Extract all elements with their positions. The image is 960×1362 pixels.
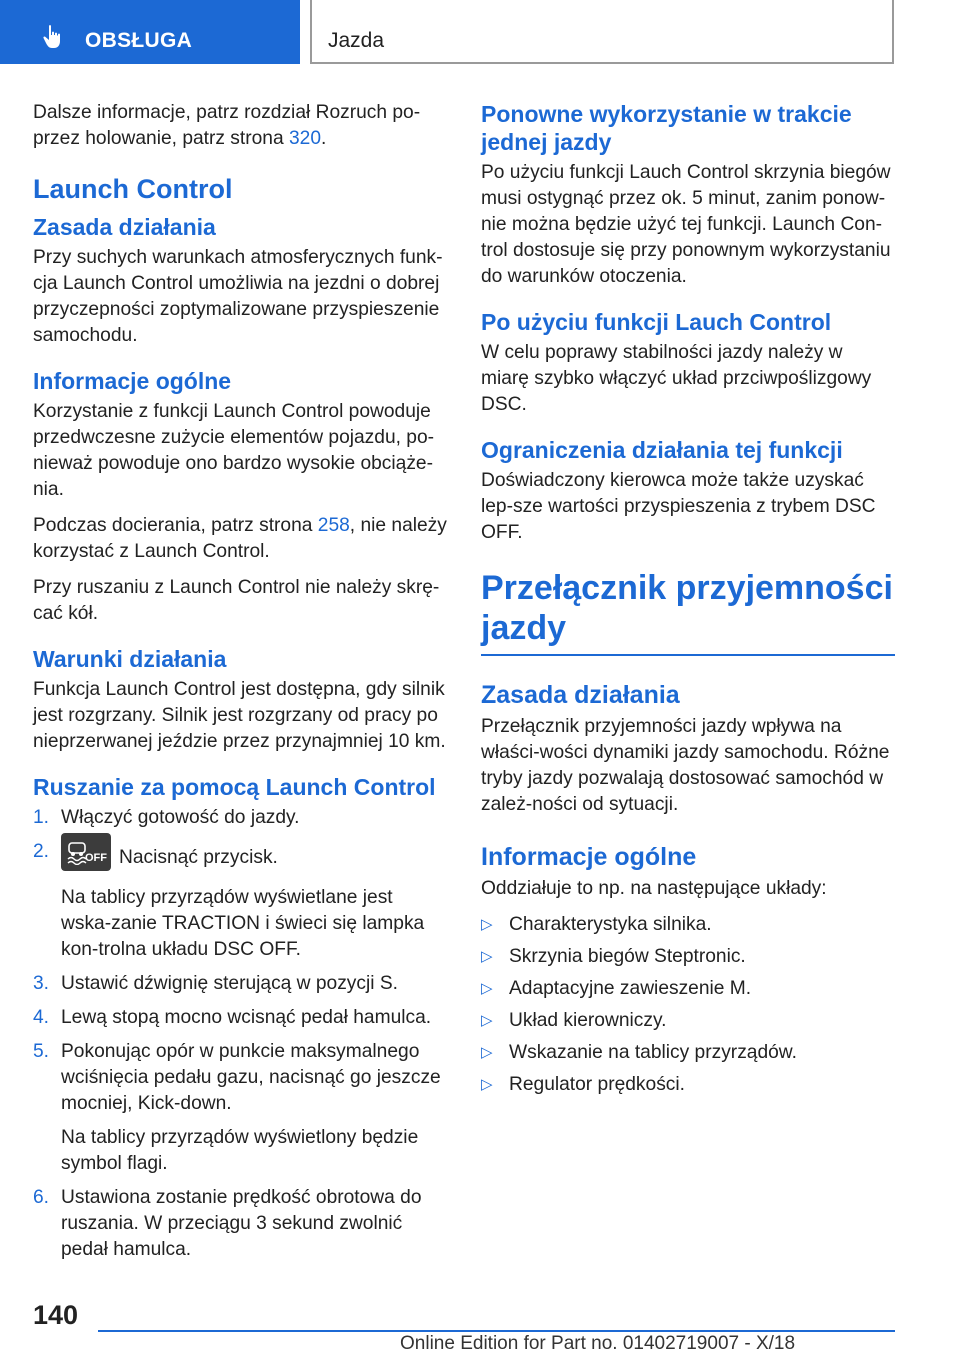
paragraph-ponowne: Po użyciu funkcji Lauch Control skrzynia biegów musi ostygnąć przez ok. 5 minut, zanim ponow‐nie można będzie użyć tej funkcji. Launch Con‐trol dostosuje się przy ponownym wykorzystaniu do warunków otoczenia. [481, 162, 891, 287]
step-item: 5. Pokonując opór w punkcie maksymalnego wciśnięcia pedału gazu, nacisnąć go jeszcze mocniej, Kick-down. Na tablicy przyrządów wyświetlony będzie symbol flagi. [33, 1041, 441, 1174]
paragraph-warunki: Funkcja Launch Control jest dostępna, gdy silnik jest rozgrzany. Silnik jest rozgrzany od pracy po nieprzerwanej jeździe przez przynajmniej 10 km. [33, 679, 446, 752]
paragraph-ruszaniu: Przy ruszaniu z Launch Control nie należy skrę‐cać kół. [33, 577, 440, 624]
paragraph-zasada: Przy suchych warunkach atmosferycznych funk‐cja Launch Control umożliwia na jezdni o dobrej przyczepności zoptymalizowane przyspieszenie samochodu. [33, 247, 443, 346]
heading-zasada-dzialania-2: Zasada działania [481, 681, 680, 709]
chapter-tab-label: Jazda [328, 29, 385, 52]
systems-list [481, 912, 895, 1098]
intro-paragraph: Dalsze informacje, patrz rozdział Rozruch po‐przez holowanie, patrz strona 320. [33, 102, 421, 149]
step-item: 1. Włączyć gotowość do jazdy. [33, 807, 300, 828]
triangle-bullet-icon: ▷ [481, 1012, 493, 1029]
list-item: ▷ Wskazanie na tablicy przyrządów. [481, 1040, 895, 1066]
heading-warunki-dzialania: Warunki działania [33, 646, 227, 672]
paragraph-zasada-2: Przełącznik przyjemności jazdy wpływa na właści‐wości dynamiki jazdy samochodu. Różne tryby jazdy pozwalają dostosować samochód w zależ‐ności od sytuacji. [481, 716, 890, 815]
list-item: ▷ Skrzynia biegów Steptronic. [481, 944, 895, 970]
triangle-bullet-icon: ▷ [481, 1044, 493, 1061]
heading-informacje-ogolne: Informacje ogólne [33, 368, 232, 394]
paragraph-docierania: Podczas docierania, patrz strona 258, nie należy korzystać z Launch Control. [33, 515, 447, 562]
step-item: 2. OFF Nacisnąć przycisk. Na tablicy przyrządów wyświetlane jest wska‐zanie TRACTION i świeci się lampka kon‐trolna układu DSC OFF. [33, 839, 448, 963]
heading-launch-control: Launch Control [33, 174, 233, 204]
dsc-off-button-icon: OFF [61, 833, 111, 871]
paragraph-informacje: Korzystanie z funkcji Launch Control powoduje przedwczesne zużycie elementów pojazdu, po‐nieważ powoduje ono bardzo wysokie obciąże‐nia. [33, 401, 435, 500]
heading-zasada-dzialania: Zasada działania [33, 214, 216, 240]
page-number: 140 [33, 1300, 79, 1330]
paragraph-informacje-2: Oddziałuje to np. na następujące układy: [481, 878, 827, 899]
heading-przelacznik-przyjemnosci: Przełącznik przyjemności jazdy [481, 568, 895, 656]
steps-list [33, 805, 448, 1263]
left-column [33, 100, 448, 1271]
footer-edition: Online Edition for Part no. 01402719007 - X/18 [400, 1333, 796, 1354]
heading-po-uzyciu: Po użyciu funkcji Lauch Control [481, 309, 832, 335]
paragraph-po-uzyciu: W celu poprawy stabilności jazdy należy w miarę szybko włączyć układ przciwpoślizgowy DSC. [481, 342, 872, 415]
chapter-tab-jazda[interactable] [310, 0, 894, 64]
heading-ponowne-wykorzystanie: Ponowne wykorzystanie w trakcie jednej jazdy [481, 101, 852, 155]
triangle-bullet-icon: ▷ [481, 980, 493, 997]
hand-pointer-icon [42, 24, 64, 50]
section-tab-label: OBSŁUGA [85, 29, 193, 52]
step-item: 6. Ustawiona zostanie prędkość obrotowa do ruszania. W przeciągu 3 sekund zwolnić pedał hamulca. [33, 1187, 422, 1260]
triangle-bullet-icon: ▷ [481, 948, 493, 965]
right-column [481, 100, 895, 1104]
page-link-320[interactable]: 320 [288, 128, 321, 149]
step-item: 3. Ustawić dźwignię sterującą w pozycji S. [33, 973, 398, 994]
triangle-bullet-icon: ▷ [481, 916, 493, 933]
paragraph-ograniczenia: Doświadczony kierowca może także uzyskać lep‐sze wartości przyspieszenia z trybem DSC OFF. [481, 470, 876, 543]
footer-divider [98, 1330, 895, 1332]
heading-informacje-ogolne-2: Informacje ogólne [481, 843, 697, 871]
step-item: 4. Lewą stopą mocno wcisnąć pedał hamulca. [33, 1007, 432, 1028]
list-item: ▷ Regulator prędkości. [481, 1072, 895, 1098]
triangle-bullet-icon: ▷ [481, 1076, 493, 1093]
list-item: ▷ Układ kierowniczy. [481, 1008, 895, 1034]
list-item: ▷ Charakterystyka silnika. [481, 912, 895, 938]
list-item: ▷ Adaptacyjne zawieszenie M. [481, 976, 895, 1002]
heading-ograniczenia: Ograniczenia działania tej funkcji [481, 437, 843, 463]
page-link-258[interactable]: 258 [317, 515, 350, 536]
heading-ruszanie-launch-control: Ruszanie za pomocą Launch Control [33, 774, 436, 800]
section-tab-obsluga[interactable] [0, 0, 300, 64]
